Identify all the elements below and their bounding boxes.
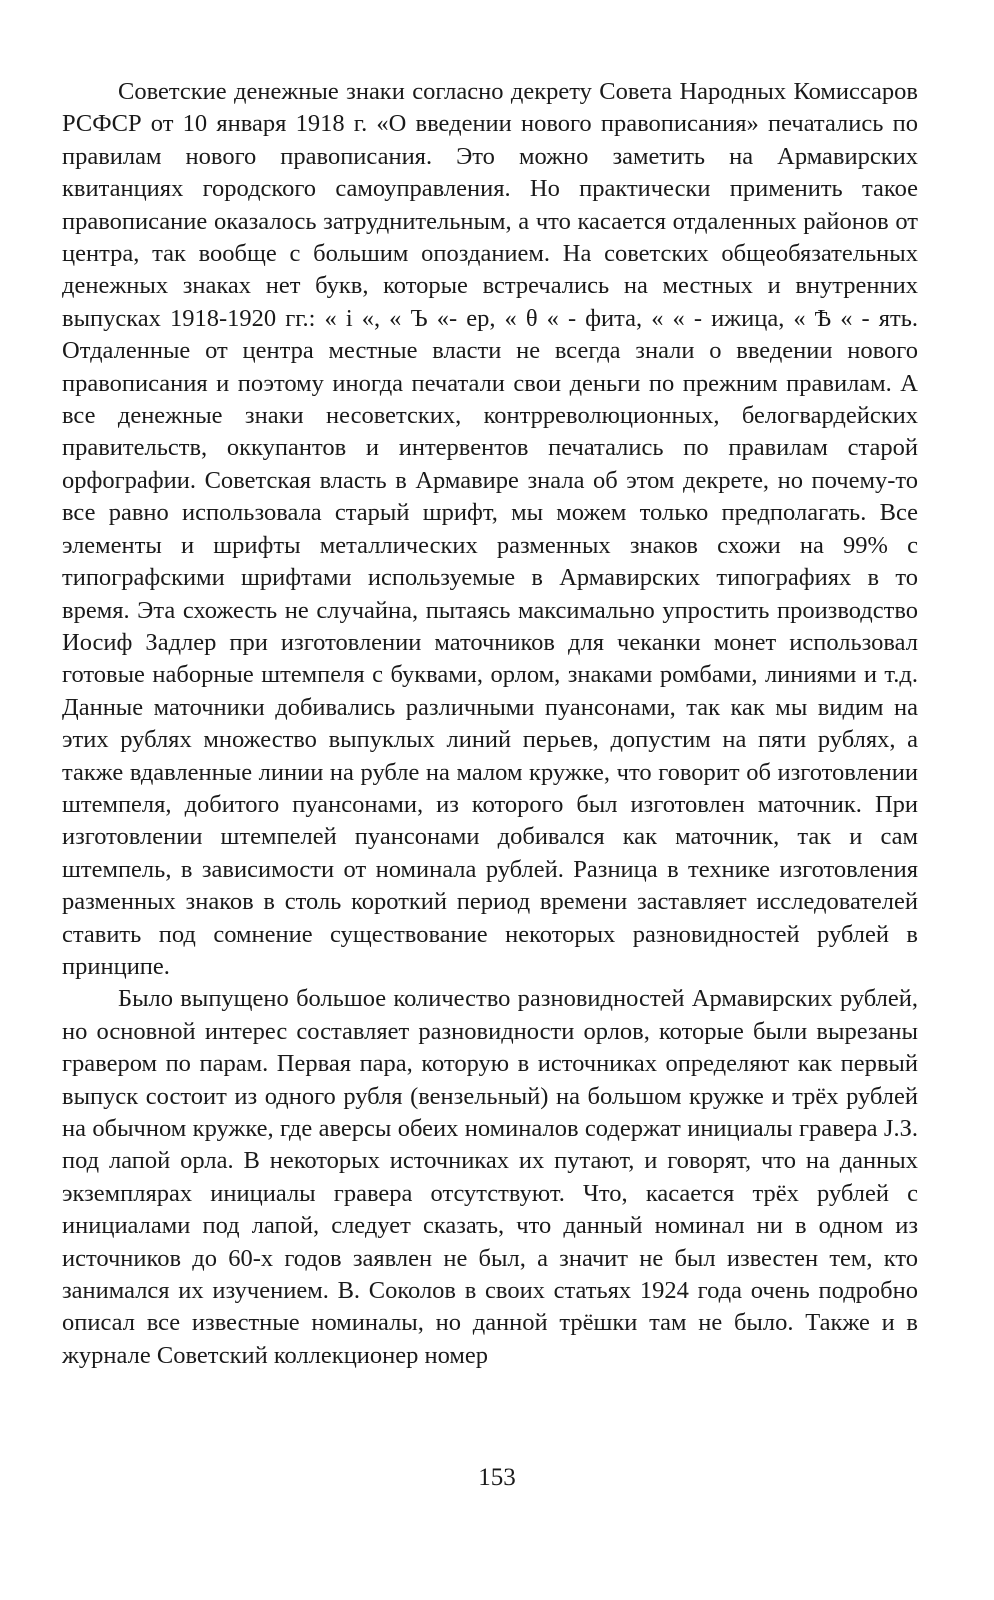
page-body: [62, 76, 918, 1372]
page-number: 153: [478, 1464, 516, 1491]
paragraph-1: Советские денежные знаки согласно декрету Совета Народных Комиссаров РСФСР от 10 января 1918 г. «О введении нового правописания» печатались по правилам нового правописания. Это можно заметить на Армавирских квитанциях городского самоуправления. Но практически применить такое правописание оказалось затруднительным, а что касается отдаленных районов от центра, так вообще с большим опозданием. На советских общеобязательных денежных знаках нет букв, которые встречались на местных и внутренних выпусках 1918-1920 гг.: « і «, « Ъ «- ер, « θ « - фита, « « - ижица, « Ѣ « - ять. Отдаленные от центра местные власти не всегда знали о введении нового правописания и поэтому иногда печатали свои деньги по прежним правилам. А все денежные знаки несоветских, контрреволюционных, белогвардейских правительств, оккупантов и интервентов печатались по правилам старой орфографии. Советская власть в Армавире знала об этом декрете, но почему-то все равно использовала старый шрифт, мы можем только предполагать. Все элементы и шрифты металлических разменных знаков схожи на 99% с типографскими шрифтами используемые в Армавирских типографиях в то время. Эта схожесть не случайна, пытаясь максимально упростить производство Иосиф Задлер при изготовлении маточников для чеканки монет использовал готовые наборные штемпеля с буквами, орлом, знаками ромбами, линиями и т.д. Данные маточники добивались различными пуансонами, так как мы видим на этих рублях множество выпуклых линий перьев, допустим на пяти рублях, а также вдавленные линии на рубле на малом кружке, что говорит об изготовлении штемпеля, добитого пуансонами, из которого был изготовлен маточник. При изготовлении штемпелей пуансонами добивался как маточник, так и сам штемпель, в зависимости от номинала рублей. Разница в технике изготовления разменных знаков в столь короткий период времени заставляет исследователей ставить под сомнение существование некоторых разновидностей рублей в принципе.: [62, 78, 918, 980]
paragraph-2: Было выпущено большое количество разновидностей Армавирских рублей, но основной интерес составляет разновидности орлов, которые были вырезаны гравером по парам. Первая пара, которую в источниках определяют как первый выпуск состоит из одного рубля (вензельный) на большом кружке и трёх рублей на обычном кружке, где аверсы обеих номиналов содержат инициалы гравера J.З. под лапой орла. В некоторых источниках их путают, и говорят, что на данных экземплярах инициалы гравера отсутствуют. Что, касается трёх рублей с инициалами под лапой, следует сказать, что данный номинал ни в одном из источников до 60-х годов заявлен не был, а значит не был известен тем, кто занимался их изучением. В. Соколов в своих статьях 1924 года очень подробно описал все известные номиналы, но данной трёшки там не было. Также и в журнале Советский коллекционер номер: [62, 985, 918, 1369]
